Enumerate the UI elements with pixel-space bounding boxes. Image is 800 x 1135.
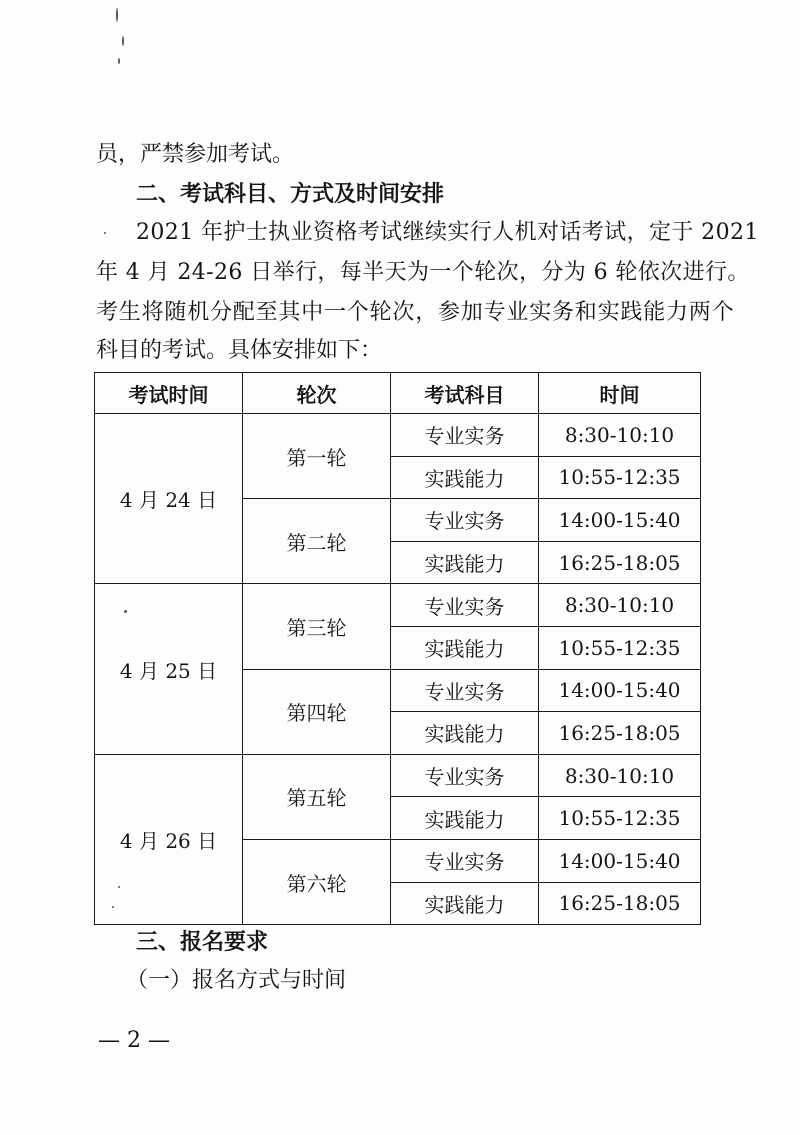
exam-date-cell: 4 月 25 日 xyxy=(95,584,243,754)
time-cell: 8:30-10:10 xyxy=(539,754,701,797)
scan-speck xyxy=(118,58,120,64)
subject-cell: 实践能力 xyxy=(391,882,539,925)
time-cell: 8:30-10:10 xyxy=(539,414,701,457)
time-cell: 10:55-12:35 xyxy=(539,456,701,499)
subject-cell: 实践能力 xyxy=(391,712,539,755)
subject-cell: 专业实务 xyxy=(391,754,539,797)
subsection-heading: （一）报名方式与时间 xyxy=(126,968,347,993)
scan-speck xyxy=(116,8,118,22)
header-exam-date: 考试时间 xyxy=(95,373,243,414)
subject-cell: 实践能力 xyxy=(391,626,539,669)
subject-cell: 专业实务 xyxy=(391,669,539,712)
header-time: 时间 xyxy=(539,373,701,414)
round-cell: 第四轮 xyxy=(243,669,391,754)
subject-cell: 实践能力 xyxy=(391,541,539,584)
subject-cell: 专业实务 xyxy=(391,499,539,542)
round-cell: 第二轮 xyxy=(243,499,391,584)
time-cell: 14:00-15:40 xyxy=(539,669,701,712)
time-cell: 14:00-15:40 xyxy=(539,499,701,542)
page-number: — 2 — xyxy=(98,1028,170,1053)
table-header-row xyxy=(95,373,701,414)
time-cell: 14:00-15:40 xyxy=(539,839,701,882)
paragraph-line: 2021 年护士执业资格考试继续实行人机对话考试，定于 2021 xyxy=(136,220,759,245)
time-cell: 8:30-10:10 xyxy=(539,584,701,627)
time-cell: 16:25-18:05 xyxy=(539,882,701,925)
section-heading: 三、报名要求 xyxy=(136,930,269,955)
exam-date-cell: 4 月 26 日 xyxy=(95,754,243,924)
table-row xyxy=(95,414,701,457)
subject-cell: 专业实务 xyxy=(391,584,539,627)
paragraph-line: 考生将随机分配至其中一个轮次，参加专业实务和实践能力两个 xyxy=(96,300,735,325)
round-cell: 第五轮 xyxy=(243,754,391,839)
header-round: 轮次 xyxy=(243,373,391,414)
table-row xyxy=(95,754,701,797)
carryover-line: 员，严禁参加考试。 xyxy=(96,142,295,167)
time-cell: 16:25-18:05 xyxy=(539,541,701,584)
exam-date-cell: 4 月 24 日 xyxy=(95,414,243,584)
paragraph-line: 年 4 月 24-26 日举行，每半天为一个轮次，分为 6 轮依次进行。 xyxy=(96,260,750,285)
round-cell: 第一轮 xyxy=(243,414,391,499)
scan-speck xyxy=(104,232,106,234)
subject-cell: 专业实务 xyxy=(391,839,539,882)
round-cell: 第三轮 xyxy=(243,584,391,669)
round-cell: 第六轮 xyxy=(243,839,391,924)
table-row xyxy=(95,584,701,627)
subject-cell: 专业实务 xyxy=(391,414,539,457)
time-cell: 16:25-18:05 xyxy=(539,712,701,755)
subject-cell: 实践能力 xyxy=(391,797,539,840)
time-cell: 10:55-12:35 xyxy=(539,797,701,840)
header-subject: 考试科目 xyxy=(391,373,539,414)
time-cell: 10:55-12:35 xyxy=(539,626,701,669)
exam-schedule-table xyxy=(94,372,701,925)
scan-speck xyxy=(122,36,124,46)
paragraph-line: 科目的考试。具体安排如下： xyxy=(96,338,383,363)
section-heading: 二、考试科目、方式及时间安排 xyxy=(136,182,445,207)
subject-cell: 实践能力 xyxy=(391,456,539,499)
